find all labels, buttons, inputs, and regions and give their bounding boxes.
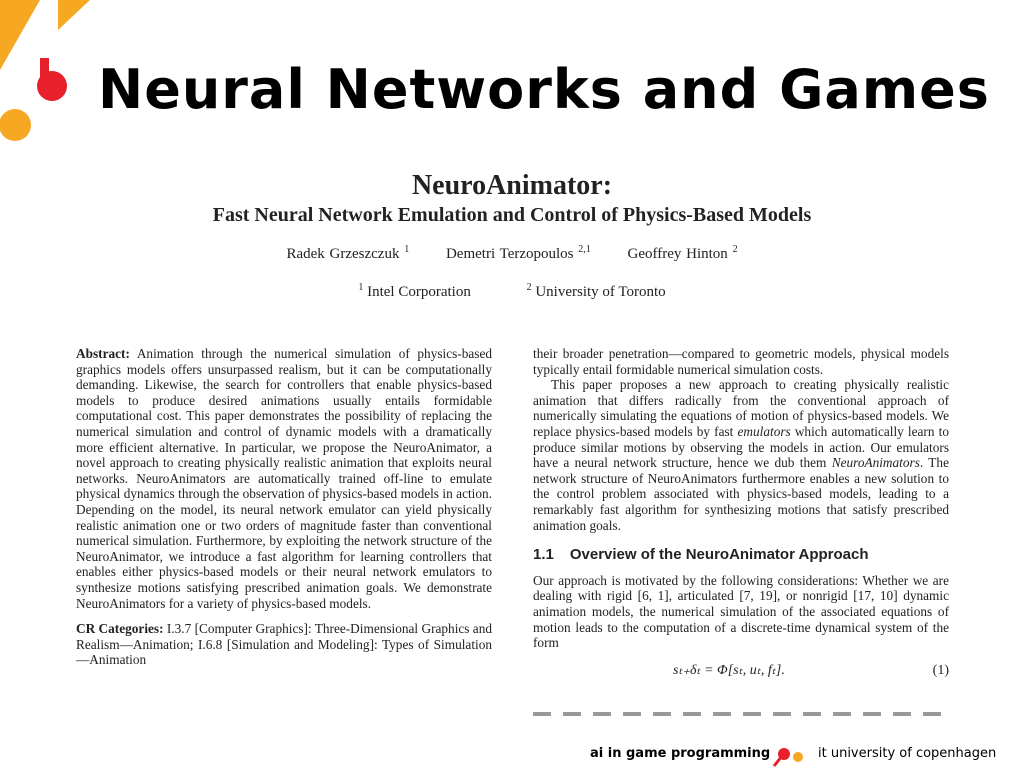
section-heading bbox=[533, 547, 949, 563]
cr-label: CR Categories: bbox=[76, 621, 164, 637]
itu-logo bbox=[0, 0, 100, 150]
paper-excerpt bbox=[0, 160, 1024, 720]
author-name: Demetri Terzopoulos bbox=[445, 246, 574, 262]
slide-footer bbox=[590, 746, 1020, 766]
equation-number: (1) bbox=[932, 662, 949, 678]
logo-red-dot bbox=[37, 71, 67, 101]
affiliation bbox=[527, 284, 666, 300]
slide-title: Neural Networks and Games bbox=[98, 58, 990, 121]
affil-number: 2 bbox=[526, 282, 532, 293]
author bbox=[446, 246, 591, 262]
intro-emphasis-emulators: emulators bbox=[737, 423, 791, 439]
author-name: Geoffrey Hinton bbox=[627, 246, 728, 262]
author bbox=[286, 246, 409, 262]
section-title: Overview of the NeuroAnimator Approach bbox=[569, 546, 869, 564]
affil-number: 1 bbox=[358, 282, 364, 293]
footer-university: it university of copenhagen bbox=[818, 746, 997, 761]
section-paragraph: Our approach is motivated by the following considerations: Whether we are dealing with rigid [6, 1], articulated [7, 19], or nonrigid [17, 10] dynamic animation models, the numerical simulation of the associated equations of motion leads to the computation of a discrete-time dynamical system of the form bbox=[533, 572, 949, 651]
intro-emphasis-neuroanimators: NeuroAnimators bbox=[831, 455, 920, 471]
affiliation bbox=[358, 284, 470, 300]
abstract-label: Abstract: bbox=[76, 346, 130, 361]
paper-authors bbox=[0, 244, 1024, 263]
intro-text-a: This paper proposes a new approach to creating physically realistic animation that differs radically from the conventional approach of numerically simulating the equations of motion of physics-based models. We replace physics-based models by fast bbox=[533, 377, 949, 439]
abstract-text: Animation through the numerical simulation of physics-based graphics models offers unsurpassed realism, but it can be computationally demanding. Likewise, the search for controllers that enable physics-based models to produce desired animations usually entails formidable computational cost. This paper demonstrates the possibility of replacing the numerical simulation and control of dynamic models with a dramatically more efficient alternative. In particular, we propose the NeuroAnimator, a novel approach to creating physically realistic animation that exploits neural networks. NeuroAnimators are automatically trained off-line to emulate physical dynamics through the observation of physics-based models in action. Depending on the model, its neural network emulator can yield physically realistic animation one or two orders of magnitude faster than conventional numerical simulation. Furthermore, by exploiting the network structure of the NeuroAnimator, we introduce a fast algorithm for learning controllers that enables either physics-based models or their neural network emulators to synthesize motions satisfying prescribed animation goals. We demonstrate NeuroAnimators for a variety of physics-based models. bbox=[76, 346, 492, 611]
intro-text-c: . The network structure of NeuroAnimators furthermore enables a new solution to the control problem associated with physics-based models, leading to a remarkably fast algorithm for synthesizing motions that satisfy prescribed animation goals. bbox=[533, 455, 949, 533]
section-number: 1.1 bbox=[533, 546, 554, 564]
logo-orange-dot bbox=[0, 109, 31, 141]
intro-text-b: which automatically learn to produce similar motions by observing the models in action. Our emulators have a neural network structure, hence we dub them bbox=[533, 423, 949, 471]
author-affil: 2,1 bbox=[578, 244, 591, 255]
equation-1 bbox=[533, 661, 949, 683]
itu-mark-icon bbox=[770, 744, 806, 768]
cr-text: I.3.7 [Computer Graphics]: Three-Dimensional Graphics and Realism—Animation; I.6.8 [Simulation and Modeling]: Types of Simulation—Animation bbox=[76, 621, 492, 668]
paper-title: NeuroAnimator: bbox=[411, 170, 613, 201]
logo-orange-wedge bbox=[58, 0, 90, 30]
paper-left-column bbox=[76, 346, 492, 668]
intro-paragraph-1: their broader penetration—compared to geometric models, physical models typically entail formidable numerical simulation costs. bbox=[533, 346, 949, 377]
author-name: Radek Grzeszczuk bbox=[286, 246, 400, 262]
paper-subtitle: Fast Neural Network Emulation and Control of Physics-Based Models bbox=[212, 204, 812, 226]
author-affil: 1 bbox=[404, 244, 410, 255]
equation-formula: sₜ₊δₜ = Φ[sₜ, uₜ, fₜ]. bbox=[673, 662, 785, 678]
footer-course: ai in game programming bbox=[590, 746, 771, 761]
intro-paragraph-2 bbox=[533, 377, 949, 533]
affil-name: University of Toronto bbox=[535, 284, 666, 300]
abstract bbox=[76, 346, 492, 611]
cut-off-text-line bbox=[533, 712, 949, 716]
affil-name: Intel Corporation bbox=[367, 284, 471, 300]
logo-orange-triangle bbox=[0, 0, 40, 70]
paper-right-column bbox=[533, 346, 949, 683]
cr-categories bbox=[76, 621, 492, 668]
author bbox=[628, 246, 738, 262]
paper-affiliations bbox=[0, 282, 1024, 301]
author-affil: 2 bbox=[732, 244, 738, 255]
